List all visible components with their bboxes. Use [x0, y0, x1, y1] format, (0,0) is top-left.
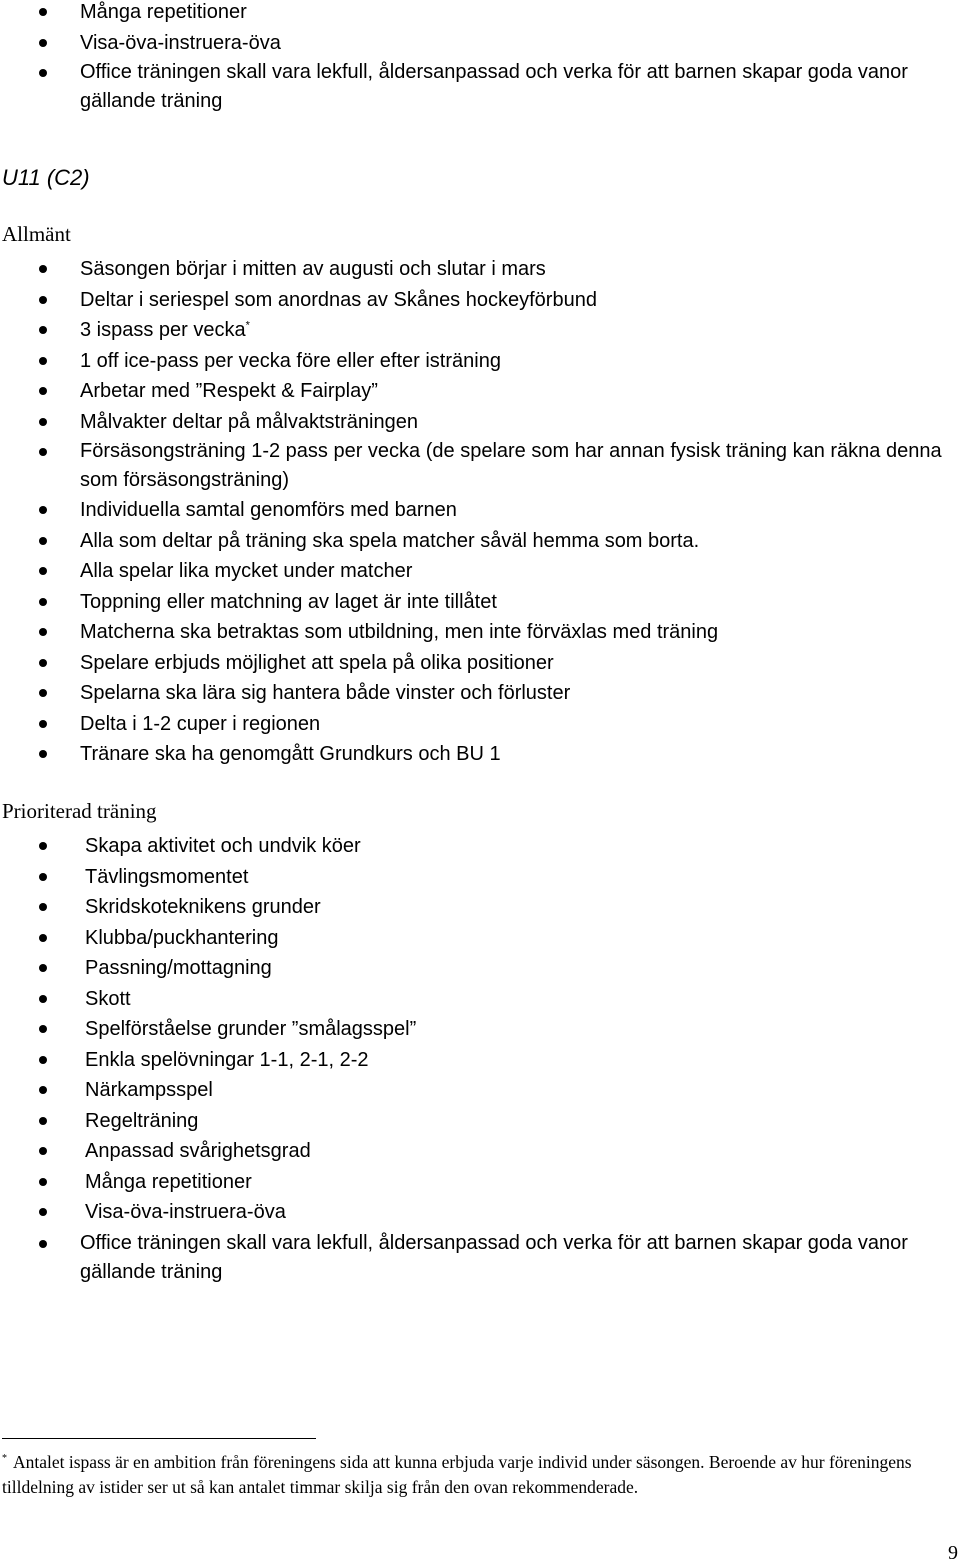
list-item: Individuella samtal genomförs med barnen [0, 495, 960, 526]
bullet-icon [39, 1056, 47, 1064]
list-item: Visa-öva-instruera-öva [0, 1197, 960, 1228]
list-item: 1 off ice-pass per vecka före eller efter isträning [0, 346, 960, 377]
bullet-icon [39, 1240, 47, 1248]
prioriterad-list [0, 831, 960, 1228]
list-item: Office träningen skall vara lekfull, åldersanpassad och verka för att barnen skapar goda vanor gällande träning [0, 1229, 960, 1287]
bullet-icon [39, 387, 47, 395]
list-item: 3 ispass per vecka* [0, 315, 960, 346]
bullet-icon [39, 537, 47, 545]
bullet-icon [39, 750, 47, 758]
bullet-icon [39, 69, 47, 77]
footnote-text: Antalet ispass är en ambition från föreningens sida att kunna erbjuda varje individ under säsongen. Beroende av hur föreningens tilldelning av istider ser ut så kan antalet timmar skilja sig från den ovan rekommenderade. [2, 1452, 912, 1497]
bullet-icon [39, 357, 47, 365]
list-item: Alla spelar lika mycket under matcher [0, 556, 960, 587]
list-item: Spelare erbjuds möjlighet att spela på olika positioner [0, 648, 960, 679]
list-item: Säsongen börjar i mitten av augusti och slutar i mars [0, 254, 960, 285]
list-item: Arbetar med ”Respekt & Fairplay” [0, 376, 960, 407]
page-number: 9 [948, 1542, 958, 1564]
list-item: Alla som deltar på träning ska spela matcher såväl hemma som borta. [0, 526, 960, 557]
bullet-icon [39, 842, 47, 850]
bullet-icon [39, 1178, 47, 1186]
list-item: Många repetitioner [0, 0, 960, 28]
footnote-marker: * [2, 1453, 7, 1465]
list-item: Visa-öva-instruera-öva [0, 28, 960, 59]
bullet-icon [39, 1147, 47, 1155]
bullet-icon [39, 1208, 47, 1216]
list-item: Spelförståelse grunder ”smålagsspel” [0, 1014, 960, 1045]
list-item: Skott [0, 984, 960, 1015]
list-item: Toppning eller matchning av laget är inte tillåtet [0, 587, 960, 618]
bullet-icon [39, 418, 47, 426]
bullet-icon [39, 903, 47, 911]
footnote [2, 1450, 942, 1500]
bullet-icon [39, 8, 47, 16]
list-item: Skapa aktivitet och undvik köer [0, 831, 960, 862]
prioriterad-heading: Prioriterad träning [2, 799, 157, 823]
list-item: Många repetitioner [0, 1167, 960, 1198]
footnote-separator [2, 1438, 316, 1439]
list-item: Målvakter deltar på målvaktsträningen [0, 407, 960, 438]
prioriterad-list-continued [0, 1229, 960, 1287]
list-item: Anpassad svårighetsgrad [0, 1136, 960, 1167]
list-item: Regelträning [0, 1106, 960, 1137]
bullet-icon [39, 628, 47, 636]
list-item: Delta i 1-2 cuper i regionen [0, 709, 960, 740]
bullet-icon [39, 934, 47, 942]
bullet-icon [39, 598, 47, 606]
list-item: Närkampsspel [0, 1075, 960, 1106]
list-item: Enkla spelövningar 1-1, 2-1, 2-2 [0, 1045, 960, 1076]
allmant-list [0, 254, 960, 770]
list-item: Skridskoteknikens grunder [0, 892, 960, 923]
bullet-icon [39, 506, 47, 514]
bullet-icon [39, 1086, 47, 1094]
bullet-icon [39, 659, 47, 667]
section-title: U11 (C2) [2, 165, 90, 190]
allmant-heading: Allmänt [2, 222, 71, 246]
list-item: Passning/mottagning [0, 953, 960, 984]
bullet-icon [39, 296, 47, 304]
footnote-reference: * [245, 319, 250, 332]
bullet-icon [39, 326, 47, 334]
bullet-icon [39, 1117, 47, 1125]
bullet-icon [39, 995, 47, 1003]
bullet-icon [39, 265, 47, 273]
list-item: Office träningen skall vara lekfull, åldersanpassad och verka för att barnen skapar goda vanor gällande träning [0, 58, 960, 116]
top-bullet-list [0, 0, 960, 116]
bullet-icon [39, 567, 47, 575]
list-item: Deltar i seriespel som anordnas av Skånes hockeyförbund [0, 285, 960, 316]
list-item: Spelarna ska lära sig hantera både vinster och förluster [0, 678, 960, 709]
bullet-icon [39, 964, 47, 972]
bullet-icon [39, 1025, 47, 1033]
list-item: Tränare ska ha genomgått Grundkurs och BU 1 [0, 739, 960, 770]
bullet-icon [39, 873, 47, 881]
list-item: Tävlingsmomentet [0, 862, 960, 893]
list-item: Klubba/puckhantering [0, 923, 960, 954]
bullet-icon [39, 720, 47, 728]
list-item: Försäsongsträning 1-2 pass per vecka (de spelare som har annan fysisk träning kan räkna denna som försäsongsträning) [0, 437, 960, 495]
bullet-icon [39, 689, 47, 697]
list-item: Matcherna ska betraktas som utbildning, men inte förväxlas med träning [0, 617, 960, 648]
bullet-icon [39, 448, 47, 456]
bullet-icon [39, 39, 47, 47]
